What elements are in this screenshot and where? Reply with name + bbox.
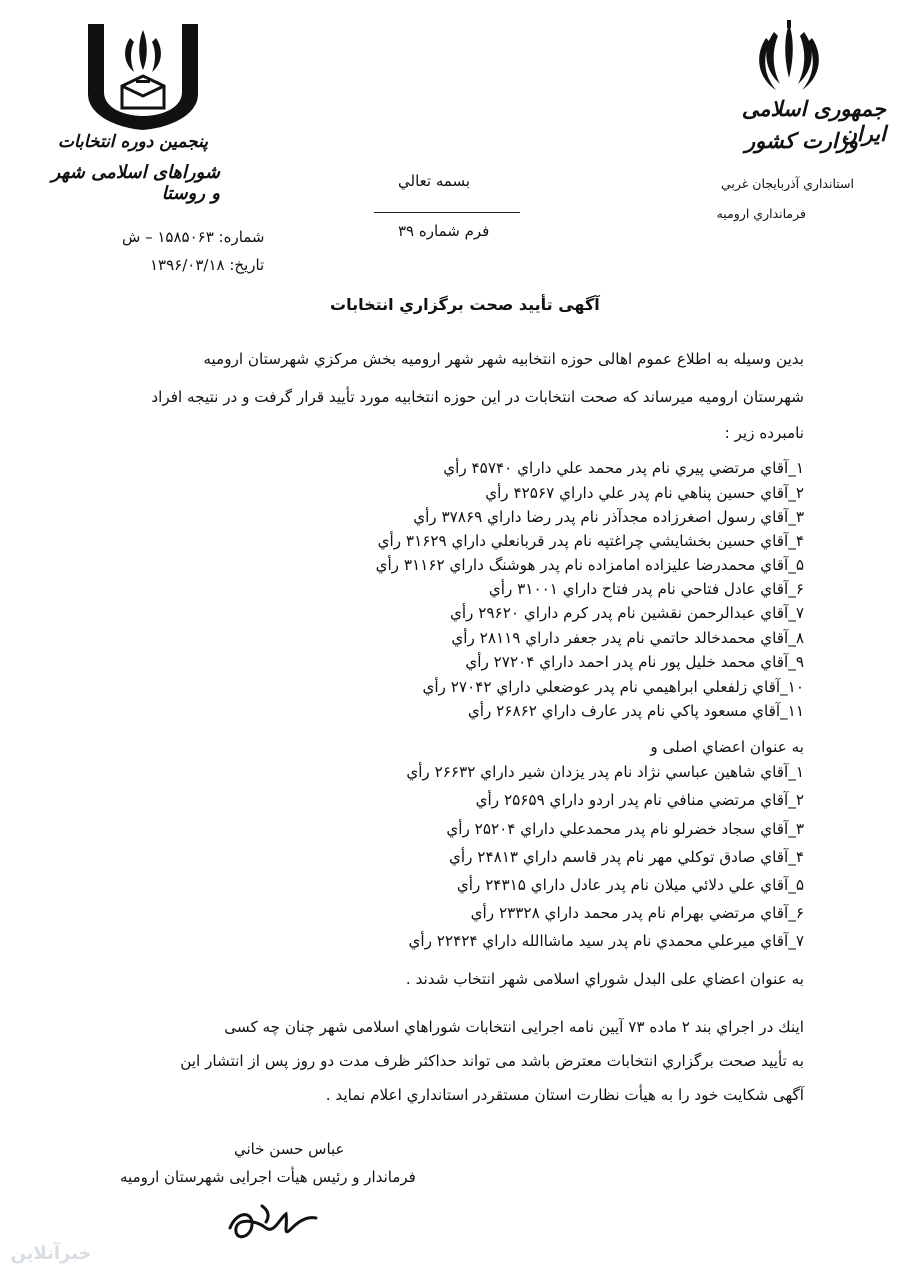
- alternate-member-5: ۵_آقاي علي دلائي ميلان نام پدر عادل داراي ۲۴۳۱۵ رأي: [456, 876, 804, 894]
- closing-line-3: آگهی شكايت خود را به هيأت نظارت استان مستقردر استانداري اعلام نمايد .: [325, 1086, 804, 1104]
- intro-line-2: شهرستان اروميه ميرساند كه صحت انتخابات در اين حوزه انتخابيه مورد تأييد قرار گرفت و در نتيجه افراد: [151, 388, 804, 406]
- emblem-icon: [754, 18, 824, 96]
- ministry-emblem: [706, 16, 886, 236]
- intro-line-3: نامبرده زير :: [724, 424, 804, 442]
- main-member-9: ۹_آقاي محمد خليل پور نام پدر احمد داراي ۲۷۲۰۴ رأي: [465, 653, 804, 671]
- elections-logo: [40, 14, 220, 204]
- header-divider: [374, 212, 520, 213]
- main-member-1: ۱_آقاي مرتضي پيري نام پدر محمد علي داراي ۴۵۷۴۰ رأي: [443, 459, 804, 477]
- main-member-6: ۶_آقاي عادل فتاحي نام پدر فتاح داراي ۳۱۰۰۱ رأي: [488, 580, 804, 598]
- main-member-2: ۲_آقاي حسين پناهي نام پدر علي داراي ۴۲۵۶۷ رأي: [485, 484, 804, 502]
- ballot-box-icon: [78, 16, 208, 136]
- signature-icon: [222, 1198, 322, 1248]
- closing-line-2: به تأييد صحت برگزاري انتخابات معترض باشد می تواند حداكثر ظرف مدت دو روز پس از انتشار اين: [180, 1052, 804, 1070]
- alternate-member-1: ۱_آقاي شاهين عباسي نژاد نام پدر يزدان شير داراي ۲۶۶۳۲ رأي: [406, 763, 804, 781]
- main-member-4: ۴_آقاي حسين بخشايشي چراغتپه نام پدر قربانعلي داراي ۳۱۶۲۹ رأي: [377, 532, 804, 550]
- intro-line-1: بدين وسيله به اطلاع عموم اهالی حوزه انتخابيه شهر شهر اروميه بخش مركزي شهرستان اروميه: [203, 350, 804, 368]
- emblem-line-1: جمهوری اسلامی ایران: [741, 96, 886, 146]
- logo-line-1: پنجمین دوره انتخابات: [57, 132, 208, 152]
- letter-date: تاريخ: ۱۳۹۶/۰۳/۱۸: [150, 256, 265, 274]
- alternate-caption: به عنوان اعضاي علی البدل شوراي اسلامی شهر انتخاب شدند .: [405, 970, 804, 988]
- province-office: استانداري آذربايجان غربي: [720, 176, 854, 191]
- main-member-8: ۸_آقاي محمدخالد حاتمي نام پدر جعفر داراي ۲۸۱۱۹ رأي: [451, 629, 804, 647]
- main-member-10: ۱۰_آقاي زلفعلي ابراهيمي نام پدر عوضعلي داراي ۲۷۰۴۲ رأي: [422, 678, 804, 696]
- alternate-member-3: ۳_آقاي سجاد خضرلو نام پدر محمدعلي داراي ۲۵۲۰۴ رأي: [446, 820, 804, 838]
- emblem-line-2: وزارت کشور: [744, 128, 858, 153]
- alternate-member-4: ۴_آقاي صادق توكلي مهر نام پدر قاسم داراي ۲۴۸۱۳ رأي: [449, 848, 804, 866]
- watermark-logo: [6, 1236, 96, 1272]
- main-members-caption: به عنوان اعضاي اصلی و: [650, 738, 804, 756]
- watermark-text: خبرآنلاین: [10, 1243, 92, 1264]
- form-number: فرم شماره ۳۹: [398, 222, 490, 240]
- document-title: آگهی تأیید صحت برگزاري انتخابات: [330, 295, 600, 314]
- invocation: بسمه تعالي: [398, 172, 471, 190]
- signatory-name: عباس حسن خاني: [234, 1140, 345, 1158]
- signatory-role: فرماندار و رئيس هيأت اجرايی شهرستان اروميه: [120, 1168, 416, 1186]
- letter-number: شماره: ۱۵۸۵۰۶۳ – ش: [122, 228, 265, 246]
- main-member-5: ۵_آقاي محمدرضا عليزاده امامزاده نام پدر هوشنگ داراي ۳۱۱۶۲ رأي: [375, 556, 804, 574]
- alternate-member-2: ۲_آقاي مرتضي منافي نام پدر اردو داراي ۲۵۶۵۹ رأي: [475, 791, 804, 809]
- main-member-7: ۷_آقاي عبدالرحمن نقشين نام پدر كرم داراي ۲۹۶۲۰ رأي: [449, 604, 804, 622]
- logo-line-2: شوراهای اسلامی شهر و روستا: [51, 162, 220, 204]
- main-member-3: ۳_آقاي رسول اصغرزاده مجدآذر نام پدر رضا داراي ۳۷۸۶۹ رأي: [413, 508, 804, 526]
- alternate-member-7: ۷_آقاي ميرعلي محمدي نام پدر سيد ماشاالله داراي ۲۲۴۲۴ رأي: [408, 932, 804, 950]
- main-member-11: ۱۱_آقاي مسعود پاكي نام پدر عارف داراي ۲۶۸۶۲ رأي: [467, 702, 804, 720]
- alternate-member-6: ۶_آقاي مرتضي بهرام نام پدر محمد داراي ۲۳۳۲۸ رأي: [470, 904, 804, 922]
- closing-line-1: اينك در اجراي بند ۲ ماده ۷۳ آيين نامه اجرايی انتخابات شوراهاي اسلامی شهر چنان چه كسی: [224, 1018, 804, 1036]
- county-office: فرمانداري اروميه: [716, 206, 806, 221]
